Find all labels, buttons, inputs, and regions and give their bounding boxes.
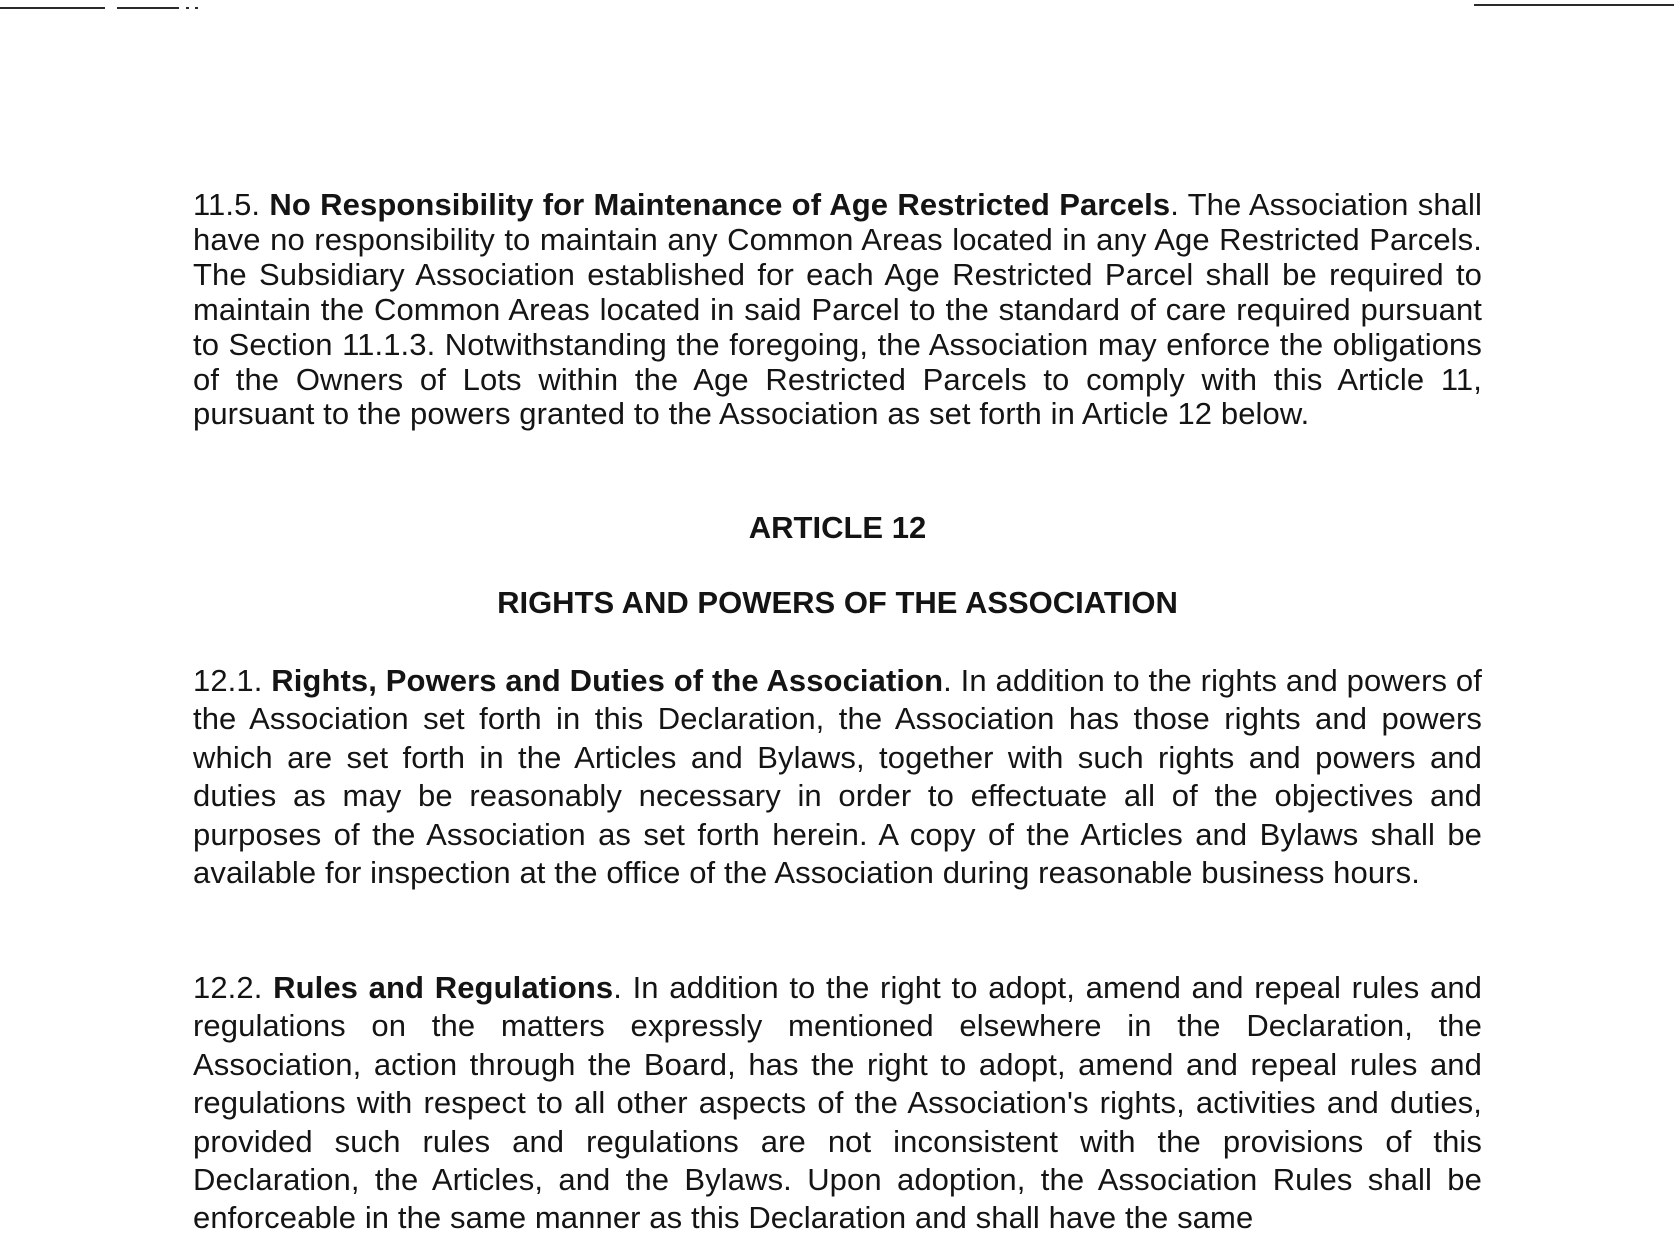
section-number: 12.1.	[193, 663, 263, 698]
section-heading: Rights, Powers and Duties of the Association	[271, 663, 944, 698]
section-heading: Rules and Regulations	[273, 970, 614, 1005]
scan-artifact-line	[1474, 4, 1674, 6]
section-heading: No Responsibility for Maintenance of Age Restricted Parcels	[269, 187, 1171, 222]
section-12-2	[193, 969, 1482, 1238]
section-11-5	[193, 188, 1482, 432]
document-page	[193, 187, 1482, 1236]
scan-artifact-line	[117, 7, 179, 9]
section-12-1	[193, 662, 1482, 892]
scan-artifact-line	[186, 7, 189, 9]
section-body: . In addition to the rights and powers of the Association set forth in this Declaration, the Association has those rights and powers which are set forth in the Articles and Bylaws, together with such rights and powers and duties as may be reasonably necessary in order to effectuate all of the objectives and purposes of the Association as set forth herein. A copy of the Articles and Bylaws shall be available for inspection at the office of the Association during reasonable business hours.	[193, 663, 1482, 891]
article-label: ARTICLE 12	[748, 510, 927, 545]
scan-artifact-line	[0, 7, 105, 9]
article-title: RIGHTS AND POWERS OF THE ASSOCIATION	[497, 585, 1178, 620]
scan-artifact-line	[195, 7, 198, 9]
section-number: 12.2.	[193, 970, 263, 1005]
section-number: 11.5.	[193, 187, 261, 222]
section-body: . In addition to the right to adopt, amend and repeal rules and regulations on the matters expressly mentioned elsewhere in the Declaration, the Association, action through the Board, has the right to adopt, amend and repeal rules and regulations with respect to all other aspects of the Association's rights, activities and duties, provided such rules and regulations are not inconsistent with the provisions of this Declaration, the Articles, and the Bylaws. Upon adoption, the Association Rules shall be enforceable in the same manner as this Declaration and shall have the same	[193, 970, 1482, 1236]
section-body: . The Association shall have no responsibility to maintain any Common Areas located in any Age Restricted Parcels. The Subsidiary Association established for each Age Restricted Parcel shall be required to maintain the Common Areas located in said Parcel to the standard of care required pursuant to Section 11.1.3. Notwithstanding the foregoing, the Association may enforce the obligations of the Owners of Lots within the Age Restricted Parcels to comply with this Article 11, pursuant to the powers granted to the Association as set forth in Article 12 below.	[193, 187, 1482, 432]
